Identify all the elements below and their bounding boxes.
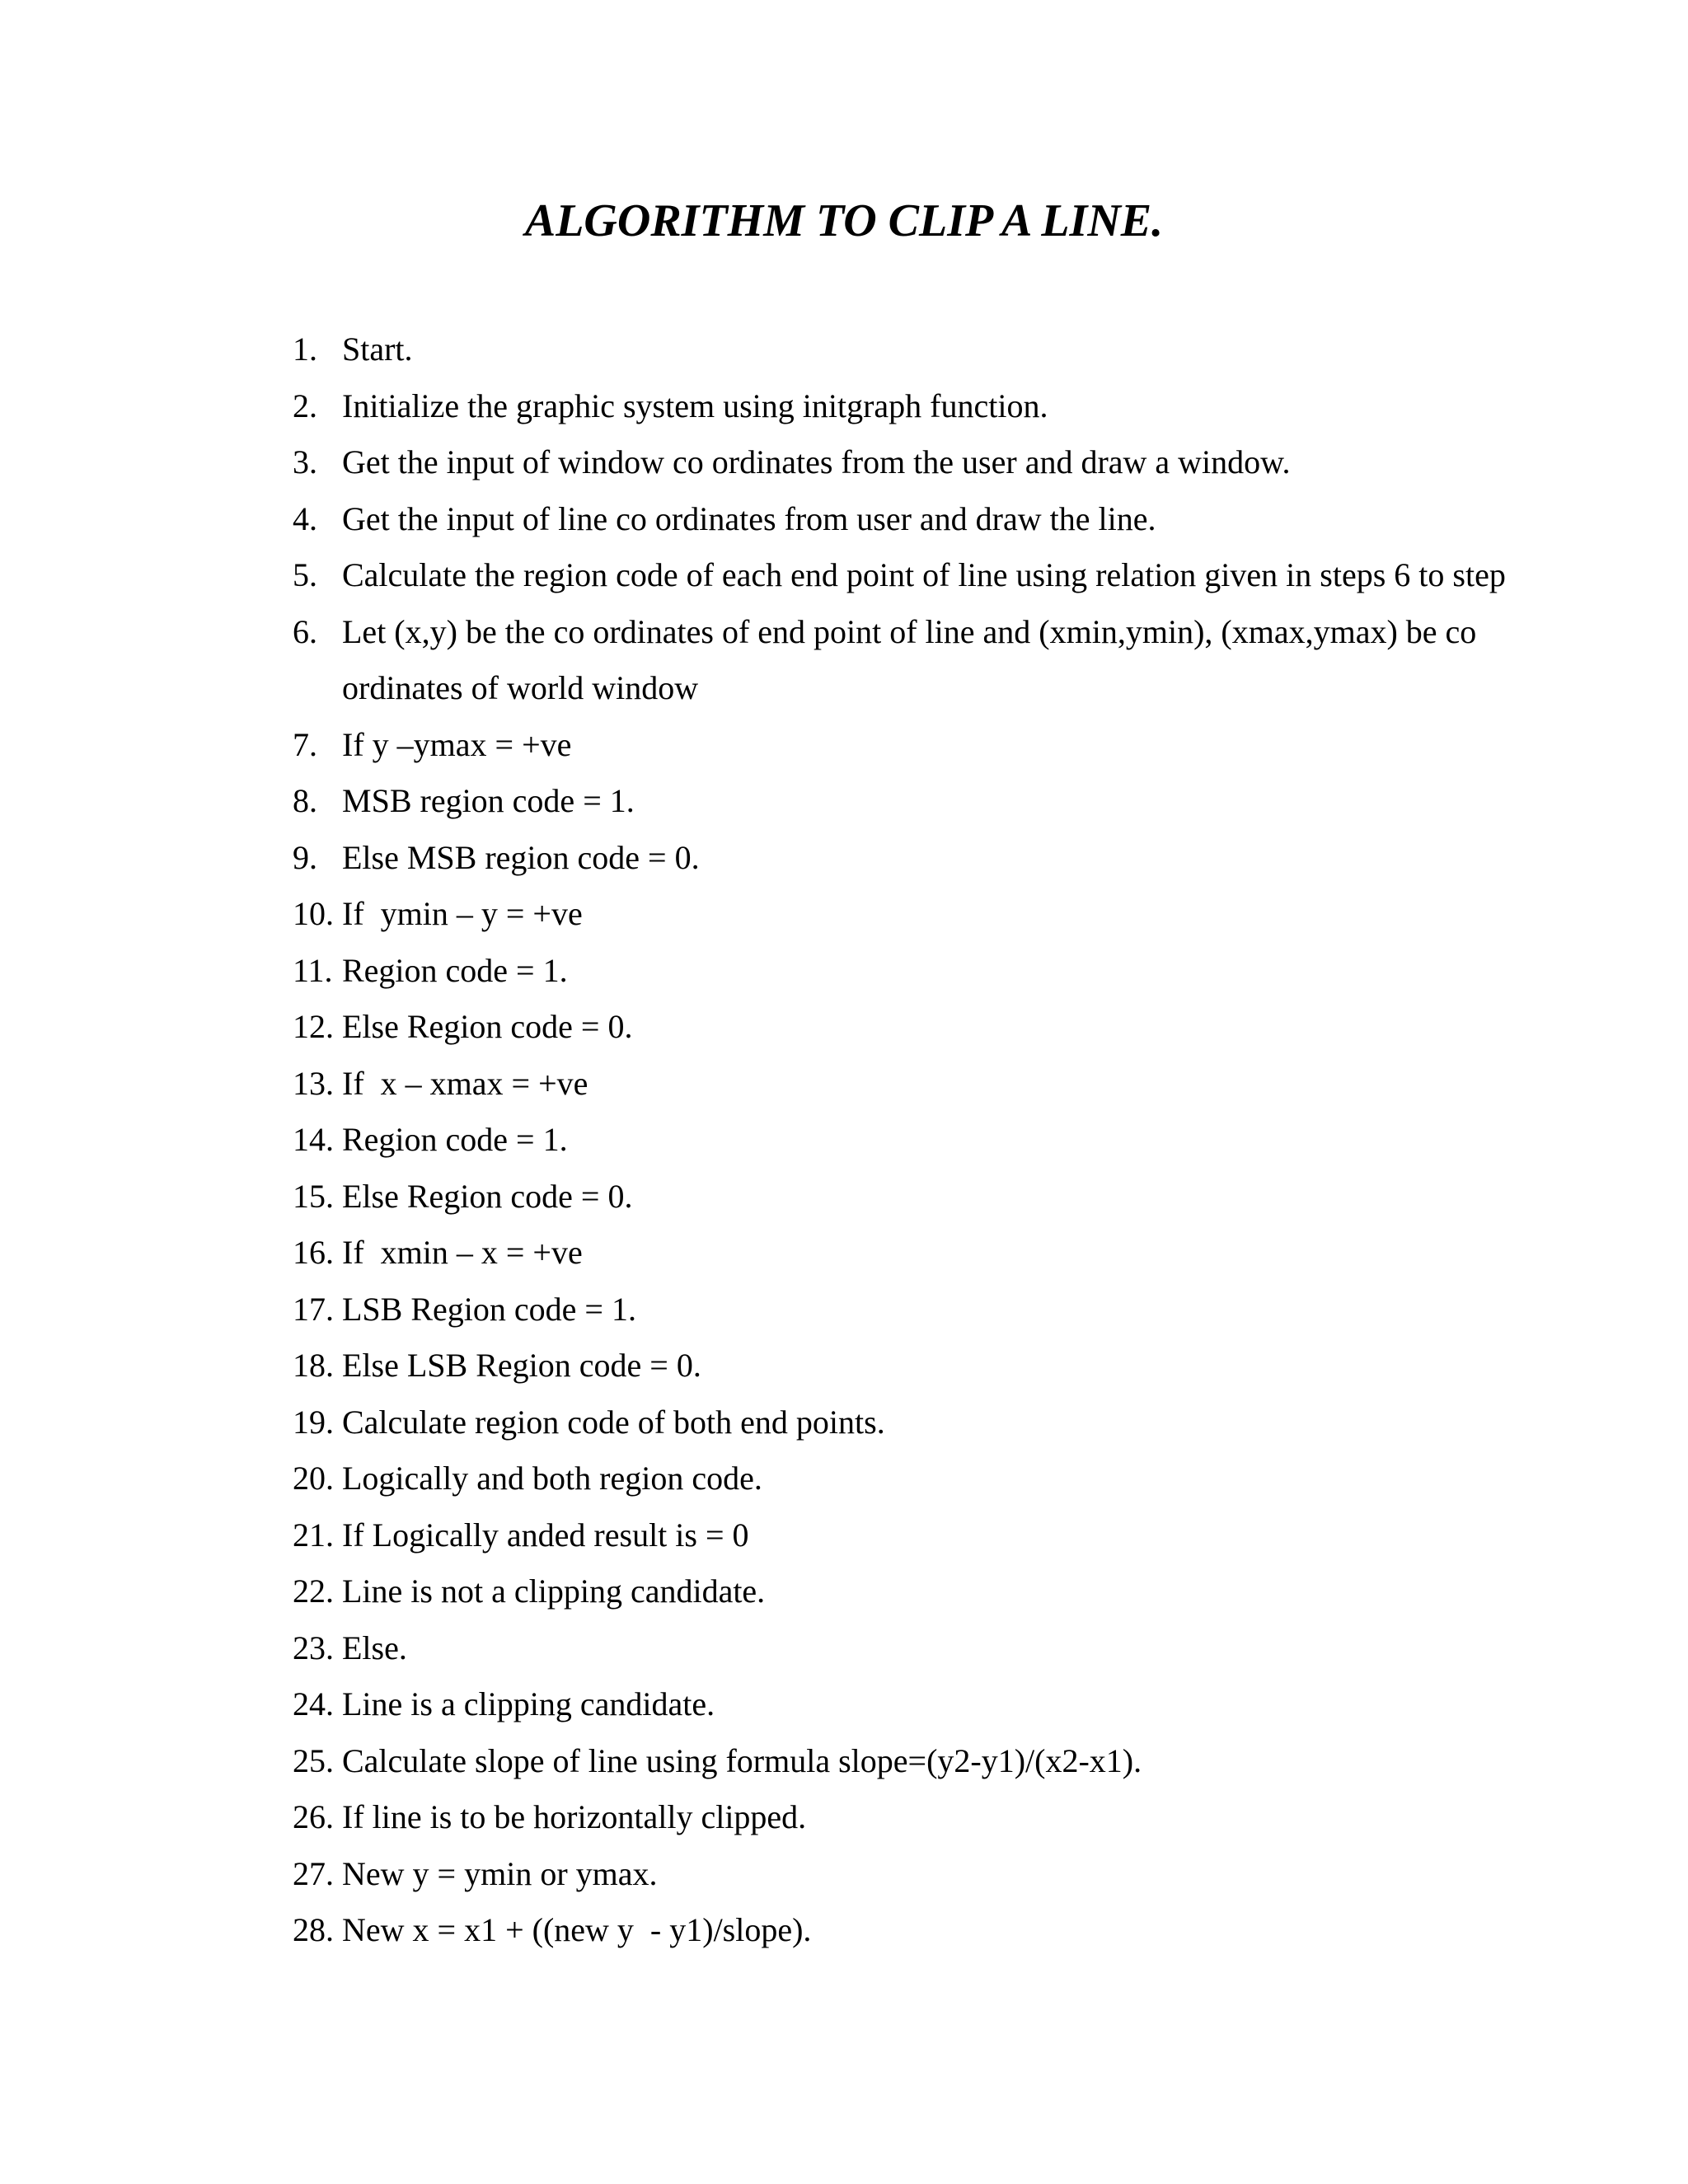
step-number: 19. bbox=[293, 1403, 334, 1441]
list-item bbox=[293, 1846, 658, 1903]
step-text: Else. bbox=[342, 1629, 407, 1666]
list-item bbox=[293, 886, 583, 943]
step-number: 28. bbox=[293, 1911, 334, 1948]
list-item bbox=[293, 434, 1291, 491]
list-item bbox=[293, 1451, 762, 1507]
step-number: 21. bbox=[293, 1516, 334, 1554]
step-number: 1. bbox=[293, 330, 317, 368]
algorithm-steps-list bbox=[293, 321, 1506, 1959]
list-item bbox=[293, 321, 413, 378]
step-number: 22. bbox=[293, 1572, 334, 1610]
step-number: 6. bbox=[293, 612, 317, 650]
step-text: Region code = 1. bbox=[342, 1121, 568, 1158]
step-text: MSB region code = 1. bbox=[342, 782, 635, 819]
step-text: If Logically anded result is = 0 bbox=[342, 1516, 749, 1554]
step-text: Start. bbox=[342, 330, 413, 368]
list-item bbox=[293, 1056, 588, 1113]
step-text: Calculate region code of both end points. bbox=[342, 1403, 885, 1441]
step-text: Logically and both region code. bbox=[342, 1460, 762, 1497]
list-item bbox=[293, 604, 1477, 717]
step-number: 12. bbox=[293, 1008, 334, 1045]
list-item bbox=[293, 773, 635, 830]
list-item bbox=[293, 999, 633, 1056]
list-item bbox=[293, 1620, 407, 1677]
step-number: 3. bbox=[293, 443, 317, 480]
step-number: 18. bbox=[293, 1347, 334, 1384]
step-text: Else Region code = 0. bbox=[342, 1008, 633, 1045]
step-number: 15. bbox=[293, 1177, 334, 1215]
list-item bbox=[293, 830, 700, 887]
list-item bbox=[293, 717, 572, 774]
step-number: 13. bbox=[293, 1064, 334, 1102]
step-text: Line is not a clipping candidate. bbox=[342, 1572, 766, 1610]
step-text: Region code = 1. bbox=[342, 951, 568, 989]
list-item bbox=[293, 378, 1048, 435]
step-number: 9. bbox=[293, 838, 317, 876]
step-text: Let (x,y) be the co ordinates of end point of line and (xmin,ymin), (xmax,ymax) be co bbox=[342, 612, 1477, 650]
step-number: 16. bbox=[293, 1234, 334, 1271]
step-number: 4. bbox=[293, 499, 317, 537]
step-number: 7. bbox=[293, 725, 317, 763]
list-item bbox=[293, 1225, 583, 1282]
step-number: 5. bbox=[293, 556, 317, 593]
step-number: 10. bbox=[293, 895, 334, 932]
step-text: If x – xmax = +ve bbox=[342, 1064, 588, 1102]
step-text: Else Region code = 0. bbox=[342, 1177, 633, 1215]
step-text: New y = ymin or ymax. bbox=[342, 1854, 658, 1892]
list-item bbox=[293, 943, 568, 1000]
step-text: Get the input of line co ordinates from user and draw the line. bbox=[342, 499, 1156, 537]
list-item bbox=[293, 1563, 766, 1620]
step-number: 11. bbox=[293, 951, 333, 989]
list-item bbox=[293, 547, 1506, 604]
list-item bbox=[293, 491, 1156, 548]
list-item bbox=[293, 1902, 812, 1959]
step-text: Line is a clipping candidate. bbox=[342, 1685, 715, 1722]
step-number: 26. bbox=[293, 1798, 334, 1835]
list-item bbox=[293, 1282, 636, 1338]
document-title: ALGORITHM TO CLIP A LINE. bbox=[524, 195, 1164, 246]
list-item bbox=[293, 1733, 1142, 1790]
list-item bbox=[293, 1676, 715, 1733]
list-item bbox=[293, 1112, 568, 1169]
list-item bbox=[293, 1169, 633, 1226]
step-text: If line is to be horizontally clipped. bbox=[342, 1798, 807, 1835]
step-text: If y –ymax = +ve bbox=[342, 725, 572, 763]
list-item bbox=[293, 1507, 749, 1564]
step-number: 25. bbox=[293, 1741, 334, 1779]
step-text: LSB Region code = 1. bbox=[342, 1290, 636, 1328]
step-text: Calculate slope of line using formula slope=(y2-y1)/(x2-x1). bbox=[342, 1741, 1142, 1779]
step-text: If xmin – x = +ve bbox=[342, 1234, 583, 1271]
step-text: New x = x1 + ((new y - y1)/slope). bbox=[342, 1911, 812, 1948]
list-item bbox=[293, 1394, 885, 1451]
step-number: 24. bbox=[293, 1685, 334, 1722]
list-item bbox=[293, 1789, 807, 1846]
step-number: 8. bbox=[293, 782, 317, 819]
step-text: Else MSB region code = 0. bbox=[342, 838, 700, 876]
step-text: If ymin – y = +ve bbox=[342, 895, 583, 932]
list-item bbox=[293, 1338, 701, 1394]
step-text: Get the input of window co ordinates from the user and draw a window. bbox=[342, 443, 1291, 480]
step-number: 14. bbox=[293, 1121, 334, 1158]
step-text: Calculate the region code of each end point of line using relation given in steps 6 to step bbox=[342, 556, 1506, 593]
step-number: 27. bbox=[293, 1854, 334, 1892]
step-number: 20. bbox=[293, 1460, 334, 1497]
step-text-continuation: ordinates of world window bbox=[342, 669, 699, 706]
step-number: 23. bbox=[293, 1629, 334, 1666]
step-number: 2. bbox=[293, 387, 317, 424]
step-text: Initialize the graphic system using initgraph function. bbox=[342, 387, 1048, 424]
step-text: Else LSB Region code = 0. bbox=[342, 1347, 701, 1384]
step-number: 17. bbox=[293, 1290, 334, 1328]
